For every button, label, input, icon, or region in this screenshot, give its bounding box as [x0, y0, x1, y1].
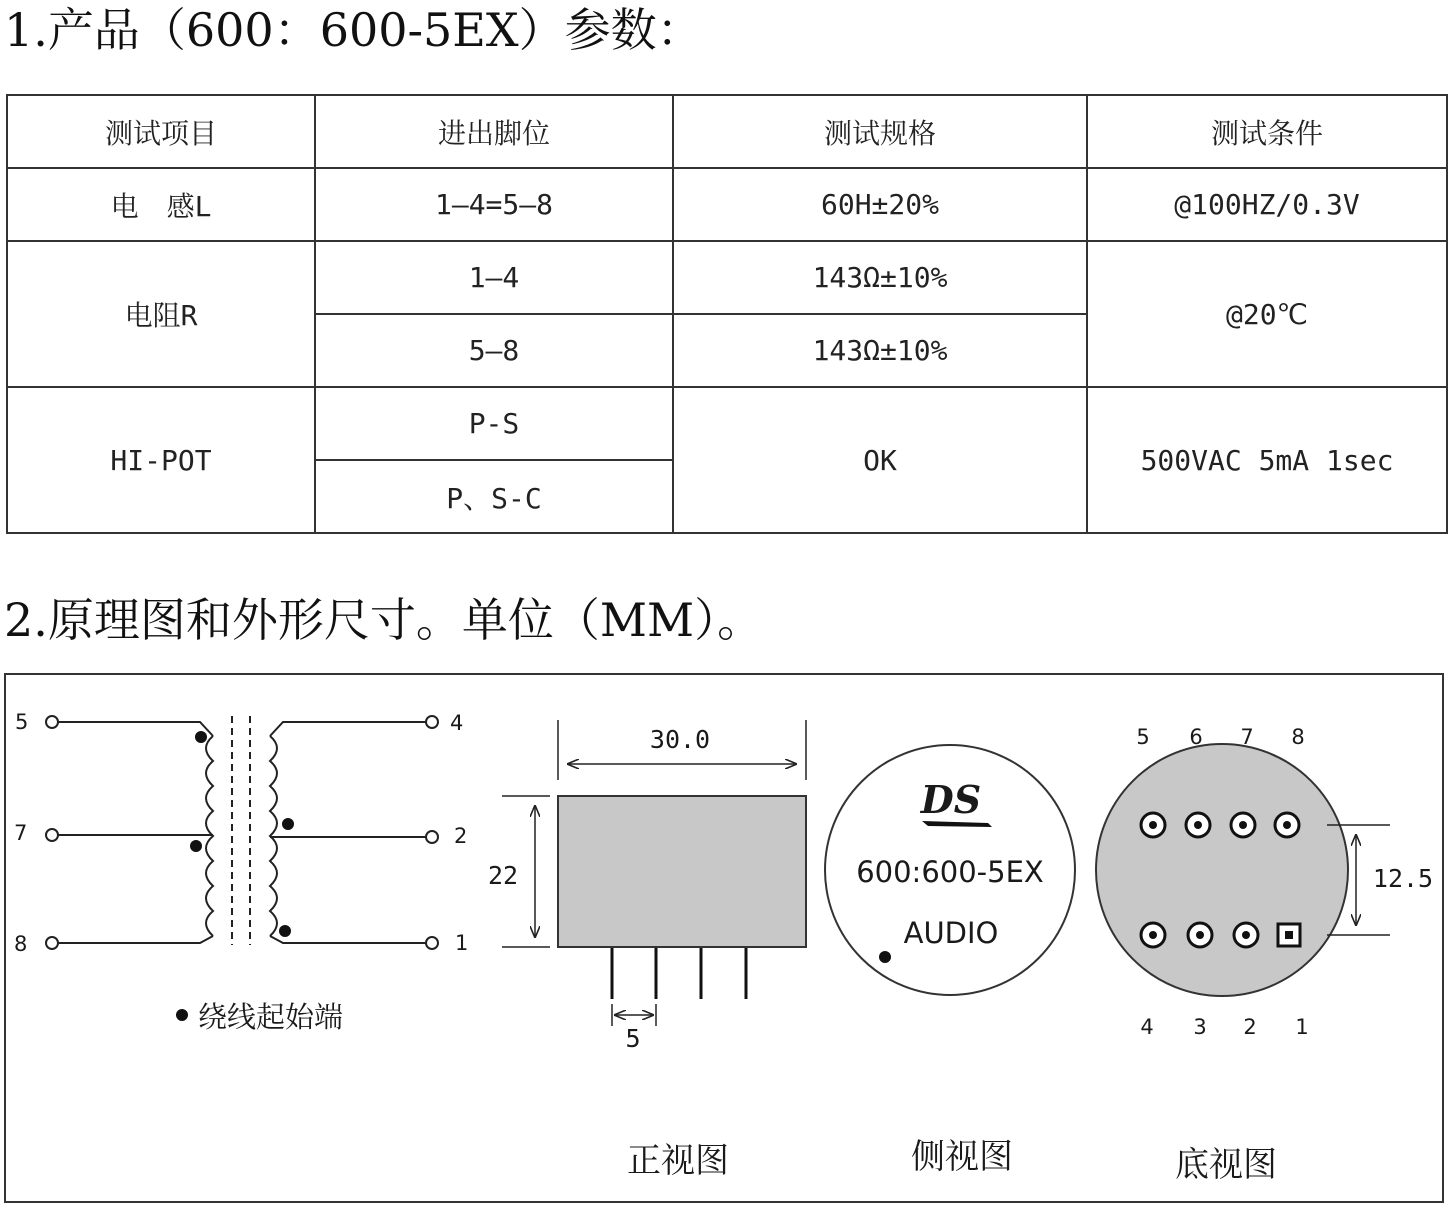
schematic-pin-label: 2	[454, 824, 468, 848]
cell-resistance-spec-a: 143Ω±10%	[673, 241, 1087, 314]
schematic	[46, 716, 438, 949]
section-2-title: 2.原理图和外形尺寸。单位（MM）。	[4, 593, 764, 647]
cell-hipot-condition: 500VAC 5mA 1sec	[1087, 387, 1447, 533]
pitch-dimension: 5	[625, 1024, 641, 1053]
front-view-caption: 正视图	[627, 1141, 729, 1181]
bottom-pin-label: 2	[1243, 1015, 1257, 1039]
header-condition: 测试条件	[1087, 95, 1447, 168]
bottom-view	[1096, 725, 1433, 1185]
bottom-pin-label: 7	[1240, 725, 1254, 749]
header-spec: 测试规格	[673, 95, 1087, 168]
pin-hole	[1275, 813, 1299, 837]
pin-hole	[1234, 923, 1258, 947]
bottom-pin-label: 5	[1136, 725, 1150, 749]
pin1-square-hole	[1278, 924, 1300, 946]
pin1-marker-dot	[879, 951, 891, 963]
pin-terminal	[426, 937, 438, 949]
width-dimension: 30.0	[649, 725, 711, 754]
model-label: 600:600-5EX	[856, 855, 1044, 889]
pin-terminal	[426, 831, 438, 843]
header-pins: 进出脚位	[315, 95, 673, 168]
pin-hole	[1141, 813, 1165, 837]
header-test-item: 测试项目	[7, 95, 315, 168]
secondary-winding	[270, 722, 426, 943]
audio-label: AUDIO	[903, 916, 999, 950]
start-dot	[195, 731, 207, 743]
front-view	[488, 720, 806, 1181]
schematic-pin-label: 4	[450, 711, 464, 735]
pin-terminal	[46, 716, 58, 728]
cell-hipot-spec: OK	[673, 387, 1087, 533]
cell-resistance-condition: @20℃	[1087, 241, 1447, 387]
cell-inductance-item: 电 感L	[7, 168, 315, 241]
bottom-pin-label: 1	[1295, 1015, 1309, 1039]
pin-hole	[1141, 923, 1165, 947]
pin-terminal	[46, 937, 58, 949]
height-dimension: 22	[487, 861, 519, 890]
side-view-caption: 侧视图	[911, 1137, 1013, 1177]
cell-inductance-spec: 60H±20%	[673, 168, 1087, 241]
cell-resistance-item: 电阻R	[7, 241, 315, 387]
pins	[612, 948, 746, 999]
pin-hole	[1188, 923, 1212, 947]
schematic-pin-label: 5	[15, 710, 29, 734]
section-1-title: 1.产品（600：600-5EX）参数：	[4, 3, 703, 57]
start-dot	[190, 840, 202, 852]
cell-inductance-pins: 1—4=5—8	[315, 168, 673, 241]
legend-dot	[176, 1009, 188, 1021]
transformer-body	[558, 796, 806, 947]
schematic-pin-label: 7	[14, 821, 28, 845]
cell-resistance-spec-b: 143Ω±10%	[673, 314, 1087, 387]
cell-hipot-pins-b: P、S-C	[315, 460, 673, 533]
pin-hole	[1186, 813, 1210, 837]
cell-hipot-pins-a: P-S	[315, 387, 673, 460]
primary-winding	[58, 722, 213, 943]
bottom-pin-label: 8	[1291, 725, 1305, 749]
cell-resistance-pins-a: 1—4	[315, 241, 673, 314]
ds-logo	[920, 777, 992, 827]
row-spacing-dimension: 12.5	[1372, 864, 1434, 893]
cell-resistance-pins-b: 5—8	[315, 314, 673, 387]
cell-hipot-item: HI-POT	[7, 387, 315, 533]
pin-terminal	[426, 716, 438, 728]
pin-terminal	[46, 829, 58, 841]
bottom-pin-label: 3	[1193, 1015, 1207, 1039]
schematic-pin-label: 8	[14, 932, 28, 956]
ds-logo-text: DS	[920, 777, 982, 822]
pin-hole	[1231, 813, 1255, 837]
bottom-pin-label: 4	[1140, 1015, 1154, 1039]
bottom-pin-label: 6	[1189, 725, 1203, 749]
cell-inductance-condition: @100HZ/0.3V	[1087, 168, 1447, 241]
schematic-legend: 绕线起始端	[198, 1000, 344, 1034]
side-view	[825, 745, 1075, 1177]
schematic-pin-label: 1	[455, 931, 469, 955]
bottom-view-body	[1096, 744, 1348, 996]
start-dot	[282, 818, 294, 830]
bottom-view-caption: 底视图	[1175, 1145, 1277, 1185]
start-dot	[279, 925, 291, 937]
transformer-core	[232, 716, 250, 945]
